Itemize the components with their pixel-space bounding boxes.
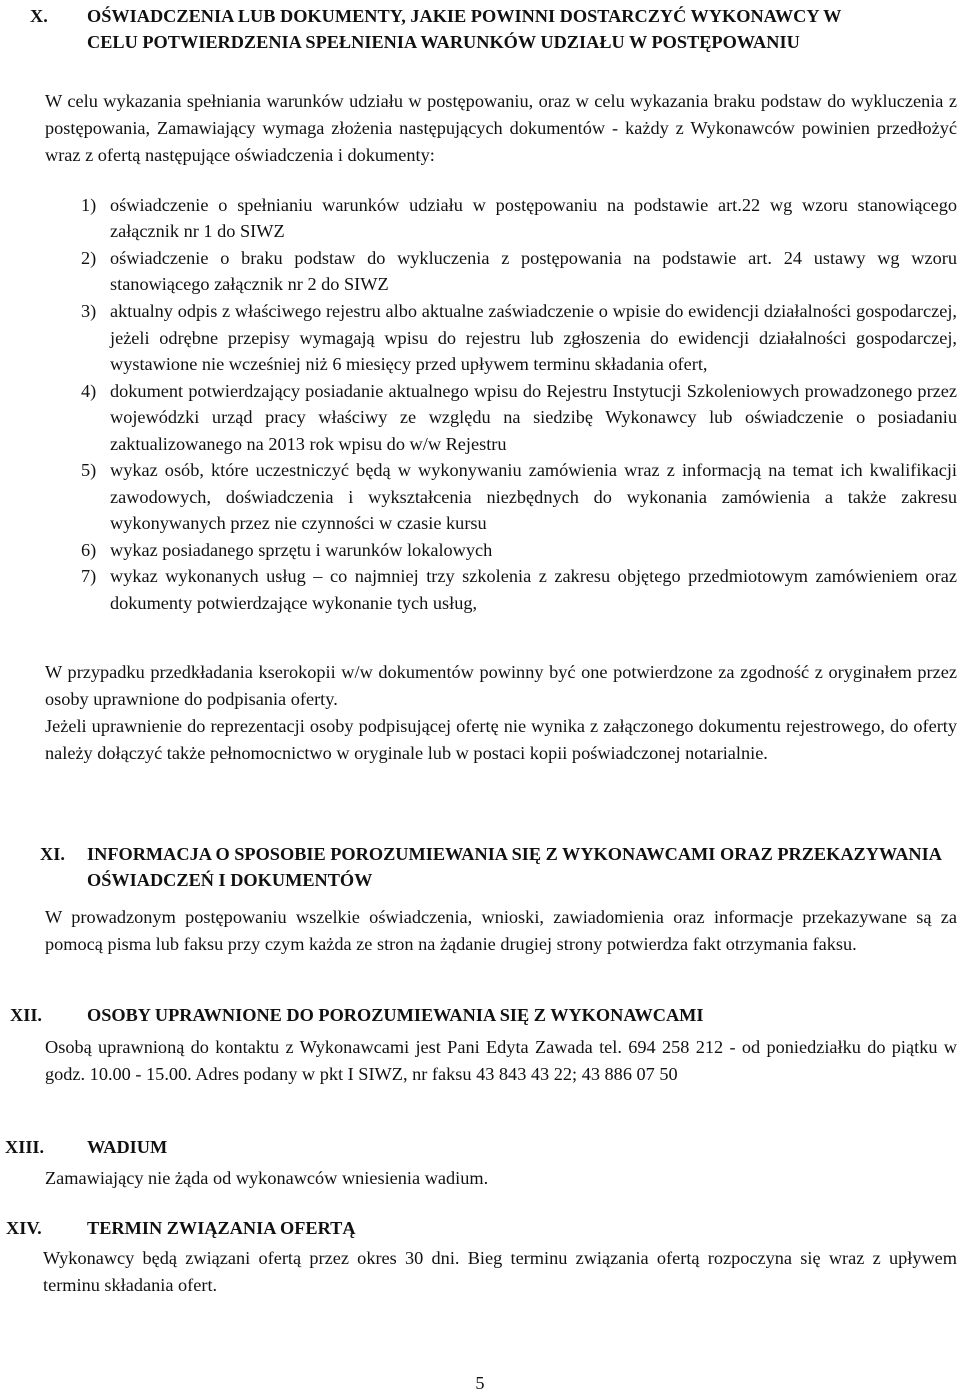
page-number: 5 xyxy=(475,1373,485,1393)
section-title: OSOBY UPRAWNIONE DO POROZUMIEWANIA SIĘ Z WYKONAWCAMI xyxy=(87,1005,704,1025)
section-number: X. xyxy=(30,6,48,26)
section-body: Zamawiający nie żąda od wykonawców wniesienia wadium. xyxy=(45,1168,489,1188)
list-item xyxy=(45,563,957,616)
section-body: W prowadzonym postępowaniu wszelkie oświadczenia, wnioski, zawiadomienia oraz informacje przekazywane są za pomocą pisma lub faksu przy czym każda ze stron na żądanie drugiej strony potwierdza fakt otrzymania faksu. xyxy=(45,907,957,954)
list-item xyxy=(45,457,957,537)
list-item xyxy=(45,537,957,564)
section-title: OŚWIADCZENIA LUB DOKUMENTY, JAKIE POWINNI DOSTARCZYĆ WYKONAWCY W CELU POTWIERDZENIA SPEŁNIENIA WARUNKÓW UDZIAŁU W POSTĘPOWANIU xyxy=(87,6,842,52)
list-item xyxy=(45,192,957,244)
list-item xyxy=(45,378,957,458)
list-item-number: 2) xyxy=(81,248,97,268)
section-number: XII. xyxy=(10,1005,43,1025)
list-item-number: 4) xyxy=(81,380,97,401)
list-item-number: 1) xyxy=(81,195,97,215)
document-list xyxy=(45,192,957,616)
list-item-number: 5) xyxy=(81,460,97,480)
section-title: TERMIN ZWIĄZANIA OFERTĄ xyxy=(87,1218,356,1238)
list-item-number: 7) xyxy=(81,566,97,586)
section-number: XI. xyxy=(40,844,65,864)
list-item-text: wykaz wykonanych usług – co najmniej trzy szkolenia z zakresu objętego przedmiotowym zamówieniem oraz dokumenty potwierdzające wykonanie tych usług, xyxy=(110,566,957,613)
list-item-text: aktualny odpis z właściwego rejestru albo aktualne zaświadczenie o wpisie do ewidencji działalności gospodarczej, jeżeli odrębne przepisy wymagają wpisu do rejestru lub zgłoszenia do ewidencji działalności gospodarczej, wystawione nie wcześniej niż 6 miesięcy przed upływem terminu składania ofert, xyxy=(110,301,957,374)
section-number: XIV. xyxy=(6,1218,42,1238)
list-item xyxy=(45,245,957,297)
section-number: XIII. xyxy=(5,1137,45,1157)
list-item-number: 3) xyxy=(81,301,97,321)
list-item-text: wykaz posiadanego sprzętu i warunków lokalowych xyxy=(110,539,493,560)
section-note: Jeżeli uprawnienie do reprezentacji osoby podpisującej ofertę nie wynika z załączonego dokumentu rejestrowego, do oferty należy dołączyć także pełnomocnictwo w oryginale lub w postaci kopii poświadczonej notarialnie. xyxy=(45,716,957,763)
section-note: W przypadku przedkładania kserokopii w/w dokumentów powinny być one potwierdzone za zgodność z oryginałem przez osoby uprawnione do podpisania oferty. xyxy=(45,662,957,709)
list-item-text: oświadczenie o spełnianiu warunków udziału w postępowaniu na podstawie art.22 wg wzoru stanowiącego załącznik nr 1 do SIWZ xyxy=(110,195,957,241)
list-item-number: 6) xyxy=(81,539,97,560)
list-item-text: dokument potwierdzający posiadanie aktualnego wpisu do Rejestru Instytucji Szkoleniowych prowadzonego przez wojewódzki urząd pracy właściwy ze względu na siedzibę Wykonawcy lub oświadczenie o posiadaniu zaktualizowanego na 2013 rok wpisu do w/w Rejestru xyxy=(110,380,957,454)
list-item-text: wykaz osób, które uczestniczyć będą w wykonywaniu zamówienia wraz z informacją na temat ich kwalifikacji zawodowych, doświadczenia i wykształcenia niezbędnych do wykonania zamówienia a także zakresu wykonywanych przez nie czynności w czasie kursu xyxy=(110,460,957,533)
section-title: WADIUM xyxy=(87,1137,168,1157)
list-item-text: oświadczenie o braku podstaw do wykluczenia z postępowania na podstawie art. 24 ustawy wg wzoru stanowiącego załącznik nr 2 do SIWZ xyxy=(110,248,957,294)
section-title: INFORMACJA O SPOSOBIE POROZUMIEWANIA SIĘ Z WYKONAWCAMI ORAZ PRZEKAZYWANIA OŚWIADCZEŃ I DOKUMENTÓW xyxy=(87,844,941,890)
section-body: Osobą uprawnioną do kontaktu z Wykonawcami jest Pani Edyta Zawada tel. 694 258 212 - od poniedziałku do piątku w godz. 10.00 - 15.00. Adres podany w pkt I SIWZ, nr faksu 43 843 43 22; 43 886 07 50 xyxy=(45,1037,957,1084)
list-item xyxy=(45,298,957,378)
section-intro: W celu wykazania spełniania warunków udziału w postępowaniu, oraz w celu wykazania braku podstaw do wykluczenia z postępowania, Zamawiający wymaga złożenia następujących dokumentów - każdy z Wykonawców powinien przedłożyć wraz z ofertą następujące oświadczenia i dokumenty: xyxy=(45,91,957,165)
section-body: Wykonawcy będą związani ofertą przez okres 30 dni. Bieg terminu związania ofertą rozpoczyna się wraz z upływem terminu składania ofert. xyxy=(43,1248,957,1295)
